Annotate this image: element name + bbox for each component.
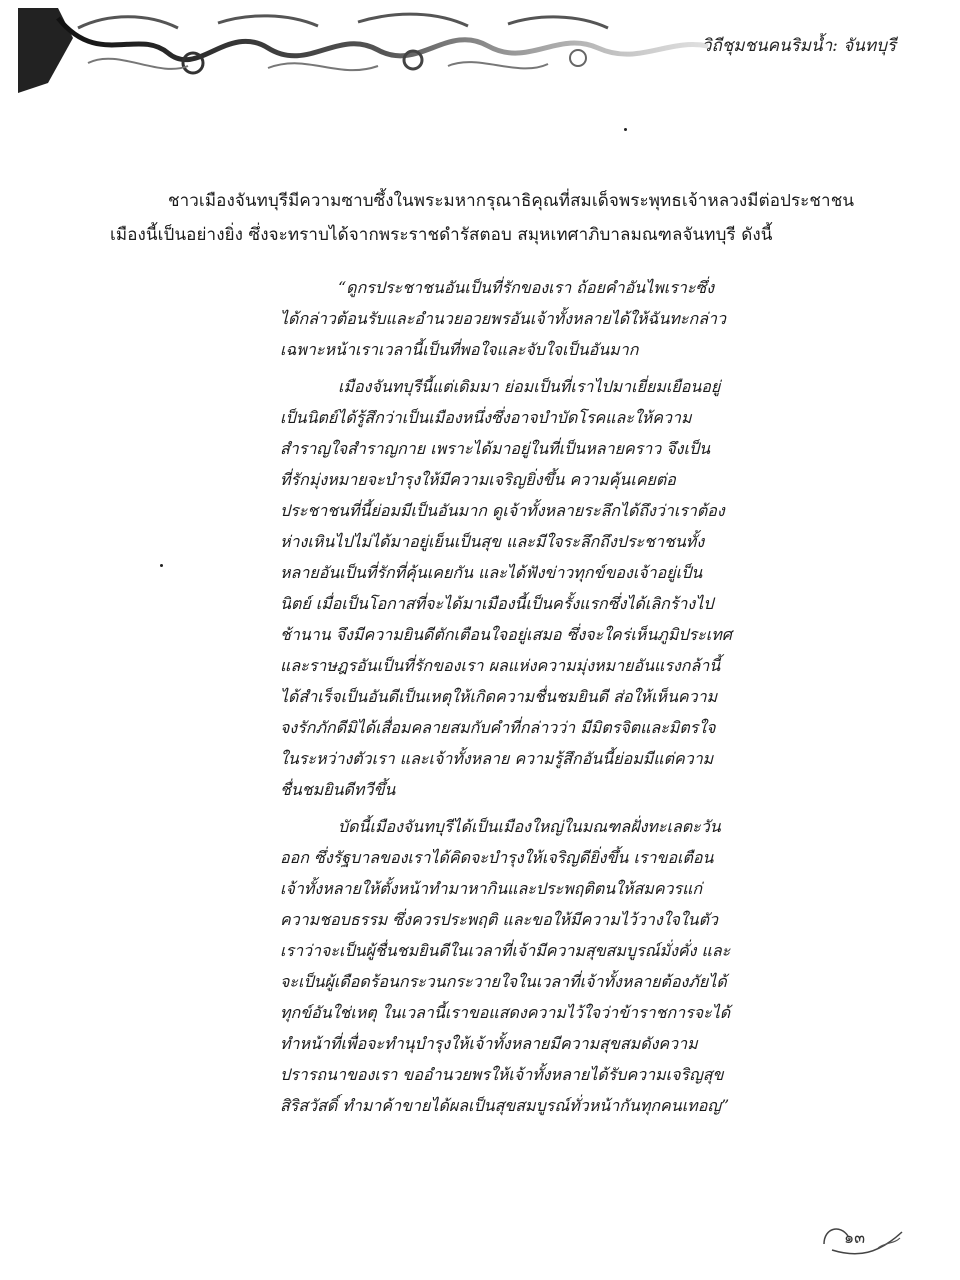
decorative-header-ornament bbox=[18, 8, 718, 98]
quote-paragraph: บัดนี้เมืองจันทบุรีได้เป็นเมืองใหญ่ในมณฑลฝั่งทะเลตะวันออก ซึ่งรัฐบาลของเราได้คิดจะบำรุงให้เจริญดียิ่งขึ้น เราขอเตือนเจ้าทั้งหลายให้ตั้งหน้าทำมาหากินและประพฤติตนให้สมควรแก่ความชอบธรรม ซึ่งควรประพฤติ และขอให้มีความไว้วางใจในตัวเราว่าจะเป็นผู้ชื่นชมยินดีในเวลาที่เจ้ามีความสุขสมบูรณ์มั่งคั่ง และ จะเป็นผู้เดือดร้อนกระวนกระวายใจในเวลาที่เจ้าทั้งหลายต้องภัยได้ทุกข์อันใช่เหตุ ในเวลานี้เราขอแสดงความไว้ใจว่าข้าราชการจะได้ทำหน้าที่เพื่อจะทำนุบำรุงให้เจ้าทั้งหลายมีความสุขสมดังความปรารถนาของเรา ขออำนวยพรให้เจ้าทั้งหลายได้รับความเจริญสุขสิริสวัสดิ์ ทำมาค้าขายได้ผลเป็นสุขสมบูรณ์ทั่วหน้ากันทุกคนเทอญ” bbox=[280, 817, 731, 1115]
scan-speck bbox=[624, 128, 627, 131]
page-number-text: ๑๓ bbox=[844, 1228, 866, 1247]
quote-paragraph: “ดูกรประชาชนอันเป็นที่รักของเรา ถ้อยคำอันไพเราะซึ่งได้กล่าวต้อนรับและอำนวยอวยพรอันเจ้าทั้งหลายได้ให้ฉันทะกล่าวเฉพาะหน้าเราเวลานี้เป็นที่พอใจและจับใจเป็นอันมาก bbox=[280, 278, 726, 359]
royal-speech-quote bbox=[280, 272, 732, 1127]
page-number bbox=[818, 1218, 908, 1264]
ornament-graphic bbox=[18, 8, 718, 98]
scan-speck bbox=[160, 564, 163, 567]
quote-paragraph: เมืองจันทบุรีนี้แต่เดิมมา ย่อมเป็นที่เราไปมาเยี่ยมเยือนอยู่เป็นนิตย์ได้รู้สึกว่าเป็นเมืองหนึ่งซึ่งอาจบำบัดโรคและให้ความสำราญใจสำราญกาย เพราะได้มาอยู่ในที่เป็นหลายคราว จึงเป็นที่รักมุ่งหมายจะบำรุงให้มีความเจริญยิ่งขึ้น ความคุ้นเคยต่อประชาชนที่นี้ย่อมมีเป็นอันมาก ดูเจ้าทั้งหลายระลึกได้ถึงว่าเราต้องห่างเหินไปไม่ได้มาอยู่เย็นเป็นสุข และมีใจระลึกถึงประชาชนทั้งหลายอันเป็นที่รักที่คุ้นเคยกัน และได้ฟังข่าวทุกข์ของเจ้าอยู่เป็นนิตย์ เมื่อเป็นโอกาสที่จะได้มาเมืองนี้เป็นครั้งแรกซึ่งได้เลิกร้างไปช้านาน จึงมีความยินดีตักเตือนใจอยู่เสมอ ซึ่งจะใคร่เห็นภูมิประเทศและราษฎรอันเป็นที่รักของเรา ผลแห่งความมุ่งหมายอันแรงกล้านี้ได้สำเร็จเป็นอันดีเป็นเหตุให้เกิดความชื่นชมยินดี ส่อให้เห็นความจงรักภักดีมิได้เสื่อมคลายสมกับคำที่กล่าวว่า มีมิตรจิตและมิตรใจในระหว่างตัวเรา และเจ้าทั้งหลาย ความรู้สึกอันนี้ย่อมมีแต่ความชื่นชมยินดีทวีขึ้น bbox=[280, 377, 732, 799]
intro-paragraph: ชาวเมืองจันทบุรีมีความซาบซึ้งในพระมหากรุณาธิคุณที่สมเด็จพระพุทธเจ้าหลวงมีต่อประชาชนเมืองนี้เป็นอย่างยิ่ง ซึ่งจะทราบได้จากพระราชดำรัสตอบ สมุหเทศาภิบาลมณฑลจันทบุรี ดังนี้ bbox=[110, 191, 855, 245]
running-head: วิถีชุมชนคนริมน้ำ: จันทบุรี bbox=[701, 36, 896, 56]
